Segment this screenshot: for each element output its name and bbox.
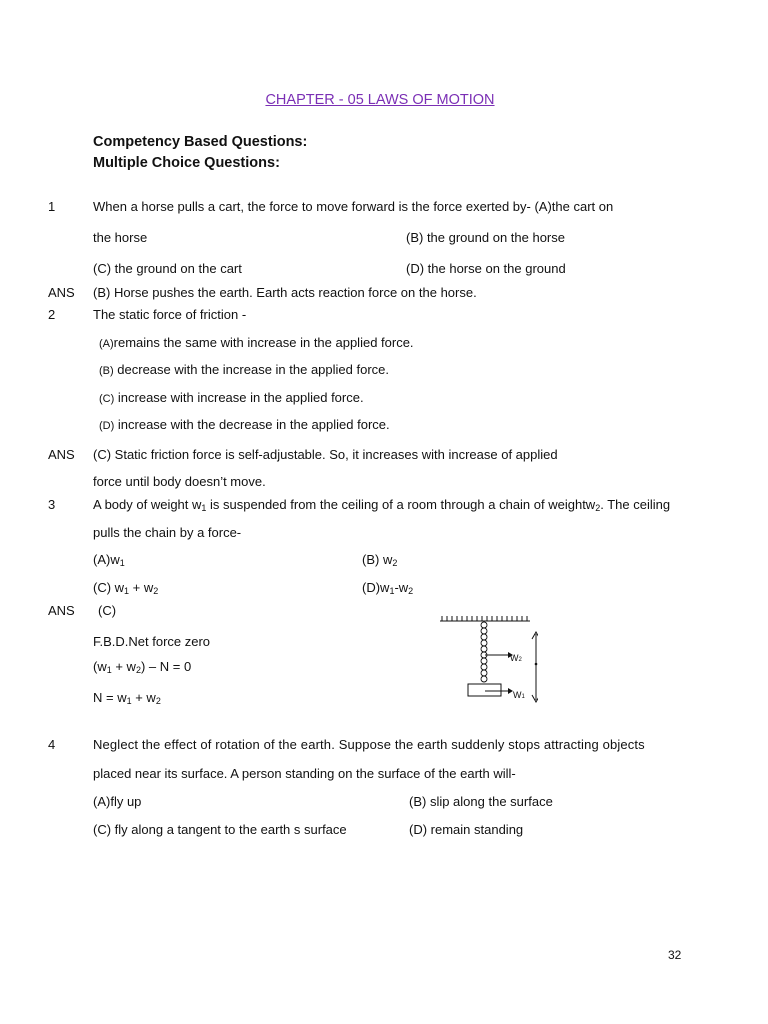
subscript: 1 <box>389 586 395 596</box>
question-3-equation-1 <box>93 659 191 675</box>
stem-part: is suspended from the ceiling of a room through a chain of weightw <box>206 497 596 512</box>
question-4-option-d: (D) remain standing <box>409 822 524 837</box>
subscript: 2 <box>408 586 414 596</box>
subscript: 2 <box>155 696 161 706</box>
subscript: 2 <box>392 558 398 568</box>
question-2-answer: (C) Static friction force is self-adjustable. So, it increases with increase of applied <box>93 447 558 462</box>
question-3-option-c <box>93 580 158 596</box>
question-3-option-d <box>362 580 413 596</box>
question-1-ans-label: ANS <box>48 285 75 300</box>
option-text: (C) w <box>93 580 125 595</box>
eq-part: ) – N = 0 <box>140 659 192 674</box>
question-1-stem: When a horse pulls a cart, the force to move forward is the force exerted by- (A)the cart on <box>93 199 614 214</box>
question-2-option-b <box>99 362 389 377</box>
subscript: 1 <box>126 696 132 706</box>
question-2-option-c <box>99 390 364 405</box>
subscript: 2 <box>518 657 522 663</box>
stem-part: . The ceiling <box>600 497 671 512</box>
question-3-option-a <box>93 552 125 568</box>
question-4-option-c: (C) fly along a tangent to the earth s surface <box>93 822 347 837</box>
question-2-stem: The static force of friction - <box>93 307 247 322</box>
question-2-option-a <box>99 335 414 350</box>
question-1-number: 1 <box>48 199 56 214</box>
ceiling-hatch-icon <box>442 616 527 621</box>
question-4-stem: Neglect the effect of rotation of the earth. Suppose the earth suddenly stops attracting objects <box>93 737 645 752</box>
option-label: (B) <box>99 365 114 377</box>
question-1-option-c: (C) the ground on the cart <box>93 261 242 276</box>
chapter-title: CHAPTER - 05 LAWS OF MOTION <box>265 92 495 108</box>
heading-competency: Competency Based Questions: <box>93 134 308 150</box>
heading-mcq: Multiple Choice Questions: <box>93 155 280 171</box>
question-3-ans-label: ANS <box>48 603 75 618</box>
eq-part: (w <box>93 659 107 674</box>
question-3-stem <box>93 497 670 513</box>
option-text: + w <box>129 580 154 595</box>
chain-icon <box>481 622 487 682</box>
question-2-option-d <box>99 417 390 432</box>
stem-part: A body of weight w <box>93 497 202 512</box>
diagram-label-w1 <box>513 690 525 700</box>
option-label: (C) <box>99 393 115 405</box>
eq-part: + w <box>131 690 156 705</box>
diagram-label-w2 <box>510 653 522 663</box>
question-3-equation-2 <box>93 690 161 706</box>
question-3-stem-cont: pulls the chain by a force- <box>93 525 242 540</box>
weight-block <box>468 684 501 696</box>
option-text: (B) w <box>362 552 393 567</box>
question-3-answer: (C) <box>98 603 117 618</box>
option-text: (A)w <box>93 552 120 567</box>
label-text: W <box>510 653 519 663</box>
label-text: W <box>513 690 522 700</box>
subscript: 2 <box>135 665 141 675</box>
question-4-stem-cont: placed near its surface. A person standing on the surface of the earth will- <box>93 766 516 781</box>
question-2-number: 2 <box>48 307 56 322</box>
option-label: (D) <box>99 420 115 432</box>
option-text: increase with increase in the applied force. <box>114 390 364 405</box>
eq-part: N = w <box>93 690 127 705</box>
question-3-option-b <box>362 552 397 568</box>
question-1-answer: (B) Horse pushes the earth. Earth acts reaction force on the horse. <box>93 285 477 300</box>
option-text: decrease with the increase in the applied force. <box>113 362 390 377</box>
question-3-fbd: F.B.D.Net force zero <box>93 634 211 649</box>
question-3-number: 3 <box>48 497 56 512</box>
option-text: -w <box>394 580 409 595</box>
question-4-number: 4 <box>48 737 56 752</box>
subscript: 1 <box>201 503 207 513</box>
question-2-answer-cont: force until body doesn’t move. <box>93 474 266 489</box>
subscript: 1 <box>521 694 525 700</box>
question-4-option-b: (B) slip along the surface <box>409 794 553 809</box>
question-1-option-d: (D) the horse on the ground <box>406 261 566 276</box>
option-text: remains the same with increase in the applied force. <box>113 335 414 350</box>
subscript: 1 <box>106 665 112 675</box>
option-label: (A) <box>99 338 114 350</box>
option-text: increase with the decrease in the applied force. <box>114 417 390 432</box>
subscript: 2 <box>153 586 159 596</box>
eq-part: + w <box>111 659 136 674</box>
question-2-ans-label: ANS <box>48 447 75 462</box>
subscript: 1 <box>119 558 125 568</box>
question-1-option-b: (B) the ground on the horse <box>406 230 565 245</box>
option-text: (D)w <box>362 580 390 595</box>
question-4-option-a: (A)fly up <box>93 794 142 809</box>
subscript: 2 <box>595 503 601 513</box>
subscript: 1 <box>124 586 130 596</box>
question-1-stem-cont: the horse <box>93 230 148 245</box>
page-number: 32 <box>668 948 682 962</box>
